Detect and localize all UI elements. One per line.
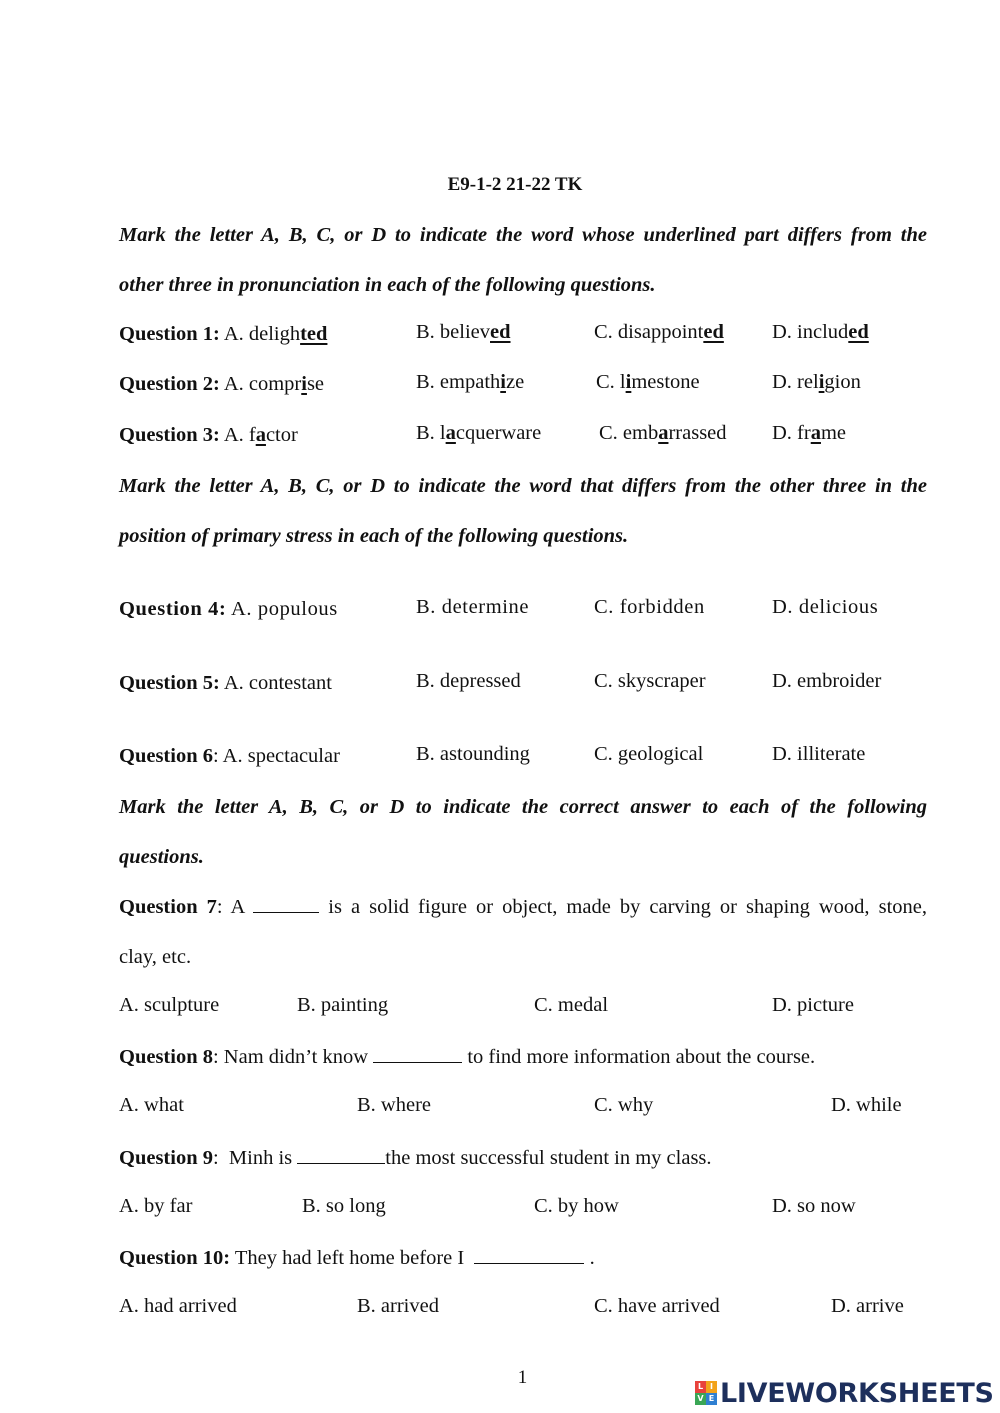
question-2	[119, 371, 324, 397]
question-4-option-a[interactable]: A. populous	[231, 598, 338, 620]
question-9-stem: Question 9: Minh is the most successful student in my class.	[119, 1147, 712, 1169]
question-2-option-c[interactable]: C. limestone	[596, 371, 700, 393]
question-2-option-d[interactable]: D. religion	[772, 371, 861, 393]
question-7-label: Question 7	[119, 896, 217, 918]
question-3-option-b[interactable]: B. lacquerware	[416, 422, 542, 444]
question-10-label: Question 10:	[119, 1247, 231, 1269]
question-3-option-a[interactable]: A. factor	[223, 424, 298, 446]
question-2-label: Question 2:	[119, 373, 220, 395]
question-10-option-b[interactable]: B. arrived	[357, 1295, 439, 1317]
question-10-option-c[interactable]: C. have arrived	[594, 1295, 720, 1317]
question-2-option-b[interactable]: B. empathize	[416, 371, 525, 393]
question-8-stem: Question 8: Nam didn’t know to find more information about the course.	[119, 1046, 816, 1068]
question-5-option-c[interactable]: C. skyscraper	[594, 670, 706, 692]
question-7-option-d[interactable]: D. picture	[772, 994, 854, 1016]
question-2-option-a[interactable]: A. comprise	[223, 373, 325, 395]
question-7-option-c[interactable]: C. medal	[534, 994, 609, 1016]
question-10-stem: Question 10: They had left home before I .	[119, 1247, 595, 1269]
liveworksheets-logo-icon	[695, 1381, 717, 1405]
question-9-option-c[interactable]: C. by how	[534, 1195, 619, 1217]
question-1-option-d[interactable]: D. included	[772, 321, 869, 343]
question-7-option-a[interactable]: A. sculpture	[119, 994, 220, 1016]
question-6	[119, 743, 340, 769]
question-7-option-b[interactable]: B. painting	[297, 994, 389, 1016]
question-1-option-c[interactable]: C. disappointed	[594, 321, 724, 343]
question-10-blank[interactable]	[474, 1245, 584, 1264]
liveworksheets-wordmark: LIVEWORKSHEETS	[720, 1377, 994, 1409]
question-10-option-d[interactable]: D. arrive	[831, 1295, 904, 1317]
instruction-pronunciation-line1: Mark the letter A, B, C, or D to indicate the word whose underlined part differs from the	[119, 224, 927, 246]
question-6-option-b[interactable]: B. astounding	[416, 743, 530, 765]
question-7-stem-line2: clay, etc.	[119, 946, 192, 968]
question-7-blank[interactable]	[253, 894, 319, 913]
instruction-stress-line2: position of primary stress in each of the following questions.	[119, 525, 629, 547]
document-title: E9-1-2 21-22 TK	[447, 174, 583, 195]
question-8-label: Question 8	[119, 1046, 213, 1068]
question-9-option-a[interactable]: A. by far	[119, 1195, 193, 1217]
question-3-label: Question 3:	[119, 424, 220, 446]
question-4-option-c[interactable]: C. forbidden	[594, 596, 705, 618]
question-5-option-b[interactable]: B. depressed	[416, 670, 521, 692]
question-3	[119, 422, 298, 448]
question-7-stem: Question 7: A is a solid figure or object, made by carving or shaping wood, stone,	[119, 896, 927, 918]
question-4-label: Question 4:	[119, 598, 227, 620]
question-9-blank[interactable]	[297, 1145, 385, 1164]
question-6-label: Question 6	[119, 745, 213, 767]
question-4	[119, 596, 338, 622]
page-number: 1	[517, 1367, 528, 1388]
question-6-option-a[interactable]: : A. spectacular	[212, 745, 340, 767]
question-8-option-d[interactable]: D. while	[831, 1094, 902, 1116]
logo-cell: I	[706, 1381, 717, 1393]
question-6-option-c[interactable]: C. geological	[594, 743, 704, 765]
question-5	[119, 670, 332, 696]
logo-cell: E	[706, 1393, 717, 1405]
question-9-label: Question 9	[119, 1147, 213, 1169]
instruction-stress-line1: Mark the letter A, B, C, or D to indicate the word that differs from the other three in the	[119, 475, 927, 497]
logo-cell: L	[695, 1381, 706, 1393]
question-3-option-d[interactable]: D. frame	[772, 422, 847, 444]
question-10-option-a[interactable]: A. had arrived	[119, 1295, 237, 1317]
instruction-correct-line2: questions.	[119, 846, 204, 868]
question-1-option-a[interactable]: A. delighted	[223, 323, 328, 345]
instruction-pronunciation-line2: other three in pronunciation in each of the following questions.	[119, 274, 656, 296]
question-3-option-c[interactable]: C. embarrassed	[599, 422, 727, 444]
question-5-option-a[interactable]: A. contestant	[223, 672, 332, 694]
question-9-option-d[interactable]: D. so now	[772, 1195, 856, 1217]
question-1-label: Question 1:	[119, 323, 220, 345]
instruction-correct-line1: Mark the letter A, B, C, or D to indicate the correct answer to each of the following	[119, 796, 927, 818]
question-8-option-a[interactable]: A. what	[119, 1094, 184, 1116]
question-4-option-b[interactable]: B. determine	[416, 596, 530, 618]
question-8-option-b[interactable]: B. where	[357, 1094, 432, 1116]
question-8-option-c[interactable]: C. why	[594, 1094, 654, 1116]
question-6-option-d[interactable]: D. illiterate	[772, 743, 866, 765]
question-9-option-b[interactable]: B. so long	[302, 1195, 386, 1217]
question-5-option-d[interactable]: D. embroider	[772, 670, 882, 692]
liveworksheets-brand[interactable]	[695, 1378, 994, 1408]
question-1	[119, 321, 327, 347]
question-4-option-d[interactable]: D. delicious	[772, 596, 879, 618]
question-5-label: Question 5:	[119, 672, 220, 694]
question-1-option-b[interactable]: B. believed	[416, 321, 511, 343]
logo-cell: V	[695, 1393, 706, 1405]
question-8-blank[interactable]	[373, 1044, 462, 1063]
